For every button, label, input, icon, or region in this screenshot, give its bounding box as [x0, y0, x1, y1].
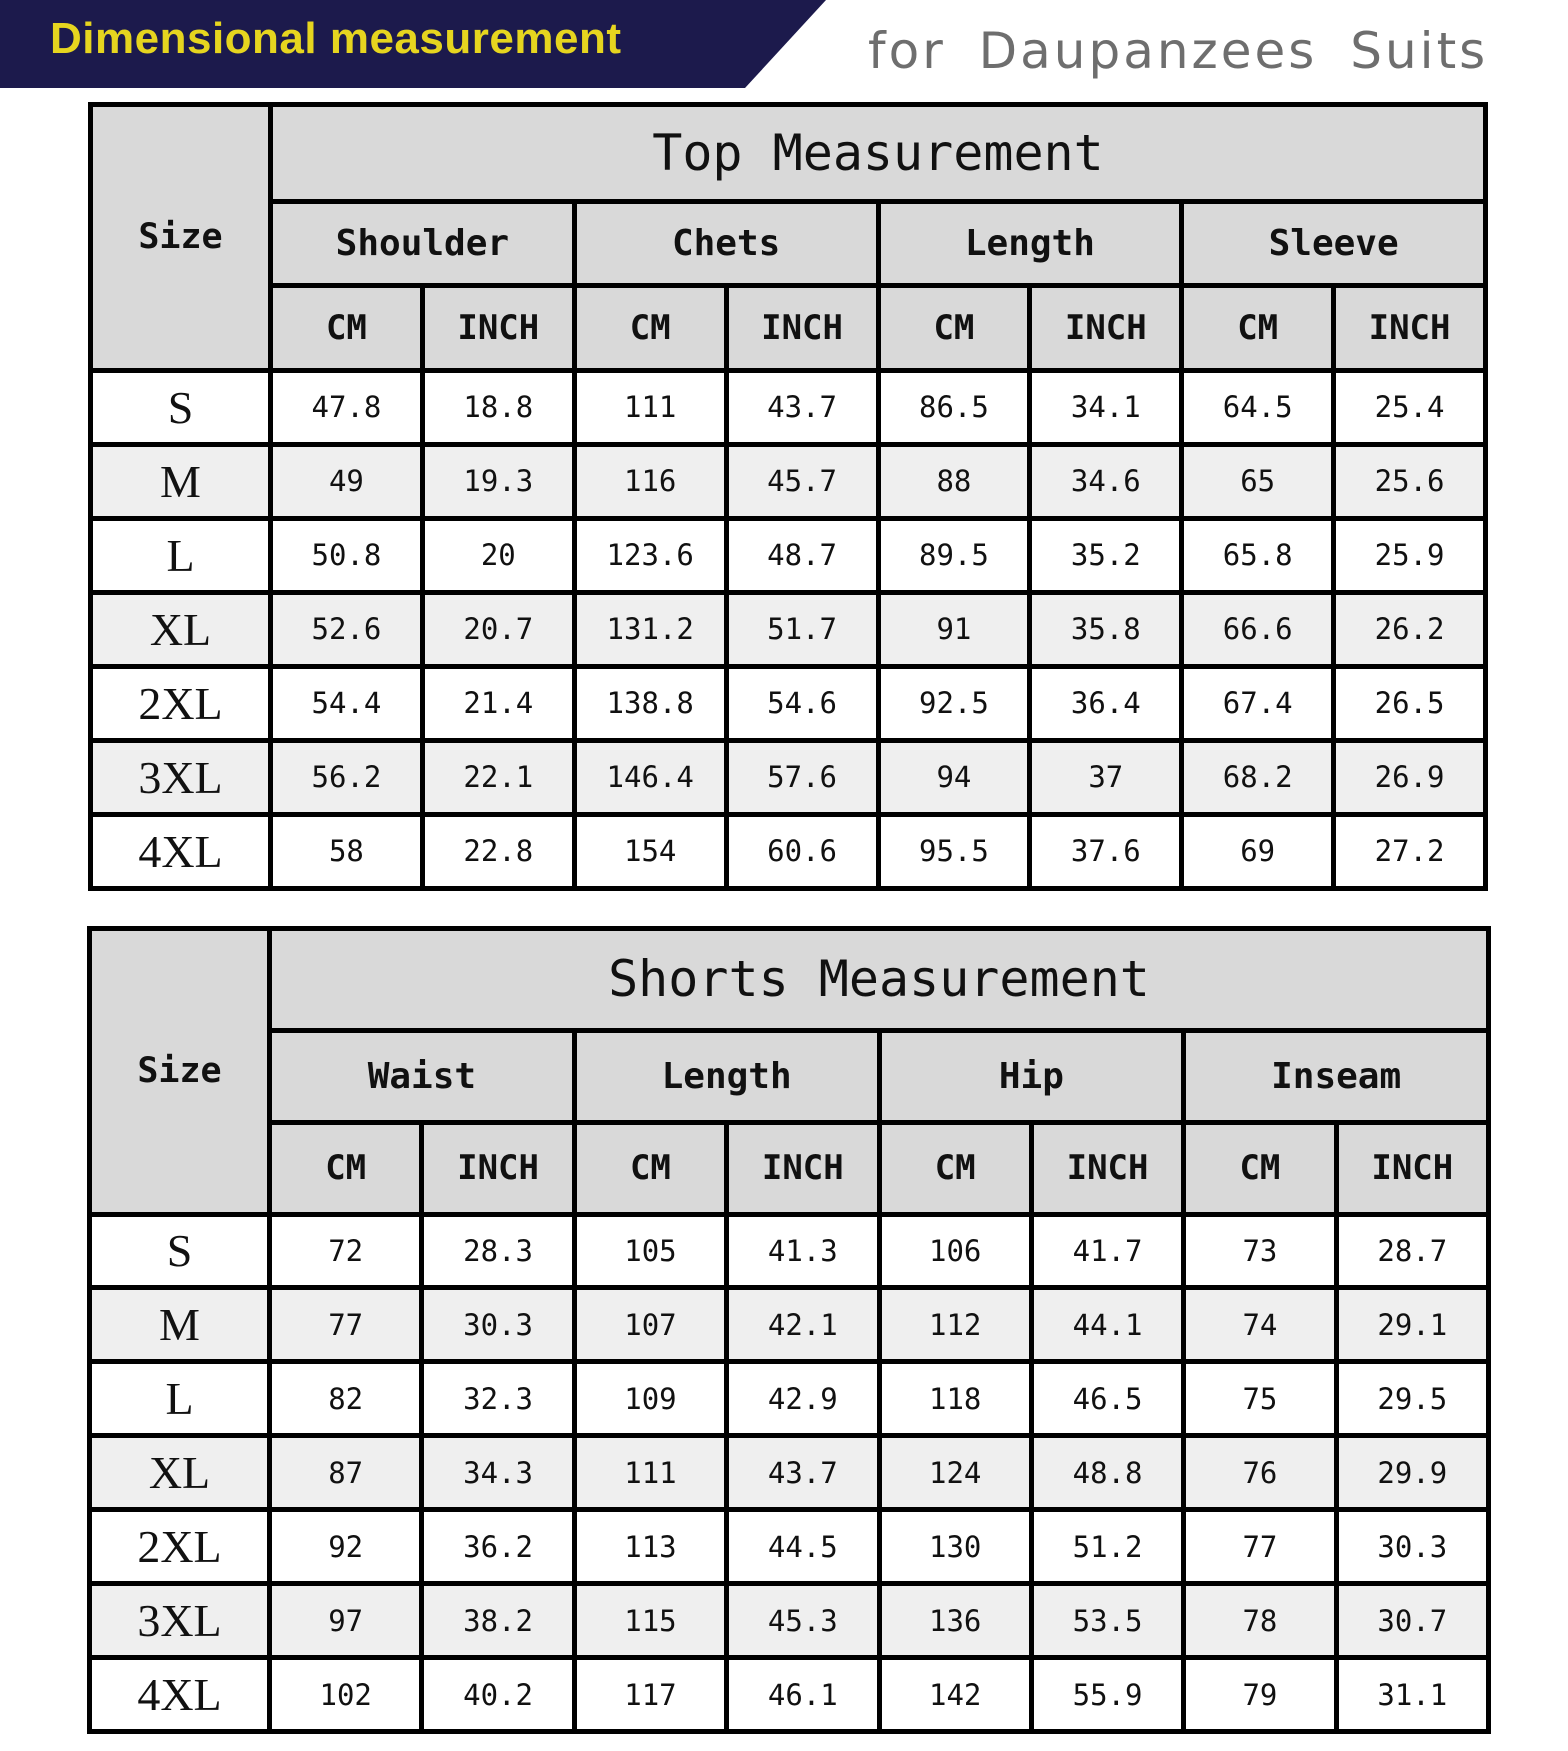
- measurement-cell: 46.5: [1031, 1362, 1183, 1436]
- measurement-cell: 25.6: [1334, 444, 1486, 518]
- measurement-cell: 111: [574, 370, 726, 444]
- measurement-cell: 41.7: [1031, 1214, 1183, 1288]
- measurement-cell: 54.6: [726, 666, 878, 740]
- measurement-cell: 34.3: [422, 1436, 574, 1510]
- table-row: [91, 814, 1486, 888]
- table-row: [91, 370, 1486, 444]
- unit-header: CM: [270, 1122, 422, 1214]
- table-row: [90, 1584, 1489, 1658]
- measurement-cell: 30.3: [422, 1288, 574, 1362]
- measurement-cell: 82: [270, 1362, 422, 1436]
- measurement-cell: 60.6: [726, 814, 878, 888]
- measurement-cell: 53.5: [1031, 1584, 1183, 1658]
- top-measurement-table: [88, 102, 1488, 891]
- measurement-cell: 18.8: [422, 370, 574, 444]
- unit-header: INCH: [726, 286, 878, 370]
- measurement-cell: 43.7: [727, 1436, 879, 1510]
- table-row: [90, 1436, 1489, 1510]
- measurement-cell: 51.2: [1031, 1510, 1183, 1584]
- measurement-cell: 64.5: [1182, 370, 1334, 444]
- measurement-cell: 48.8: [1031, 1436, 1183, 1510]
- measurement-cell: 146.4: [574, 740, 726, 814]
- page-subtitle: for Daupanzees Suits: [868, 22, 1489, 80]
- size-label: 4XL: [91, 814, 271, 888]
- size-label: M: [91, 444, 271, 518]
- measurement-cell: 106: [879, 1214, 1031, 1288]
- measurement-cell: 58: [271, 814, 423, 888]
- measurement-cell: 73: [1184, 1214, 1336, 1288]
- measurement-cell: 91: [878, 592, 1030, 666]
- measurement-cell: 115: [574, 1584, 726, 1658]
- measurement-cell: 118: [879, 1362, 1031, 1436]
- measurement-cell: 142: [879, 1658, 1031, 1732]
- measurement-cell: 57.6: [726, 740, 878, 814]
- table-row: [91, 666, 1486, 740]
- measurement-cell: 22.1: [422, 740, 574, 814]
- table-title: Shorts Measurement: [270, 929, 1489, 1031]
- measurement-cell: 46.1: [727, 1658, 879, 1732]
- table-row: [91, 518, 1486, 592]
- measurement-cell: 55.9: [1031, 1658, 1183, 1732]
- measurement-cell: 19.3: [422, 444, 574, 518]
- measurement-cell: 77: [1184, 1510, 1336, 1584]
- group-header: Length: [574, 1030, 879, 1122]
- measurement-cell: 68.2: [1182, 740, 1334, 814]
- measurement-cell: 76: [1184, 1436, 1336, 1510]
- measurement-cell: 154: [574, 814, 726, 888]
- size-label: L: [91, 518, 271, 592]
- measurement-cell: 36.2: [422, 1510, 574, 1584]
- measurement-cell: 117: [574, 1658, 726, 1732]
- measurement-cell: 105: [574, 1214, 726, 1288]
- measurement-cell: 51.7: [726, 592, 878, 666]
- measurement-cell: 131.2: [574, 592, 726, 666]
- unit-header: INCH: [1031, 1122, 1183, 1214]
- measurement-cell: 26.5: [1334, 666, 1486, 740]
- measurement-cell: 26.2: [1334, 592, 1486, 666]
- measurement-cell: 29.9: [1336, 1436, 1488, 1510]
- measurement-cell: 35.2: [1030, 518, 1182, 592]
- measurement-cell: 97: [270, 1584, 422, 1658]
- measurement-cell: 87: [270, 1436, 422, 1510]
- measurement-cell: 37.6: [1030, 814, 1182, 888]
- measurement-cell: 95.5: [878, 814, 1030, 888]
- measurement-cell: 65: [1182, 444, 1334, 518]
- measurement-cell: 94: [878, 740, 1030, 814]
- unit-header: INCH: [422, 1122, 574, 1214]
- measurement-cell: 28.7: [1336, 1214, 1488, 1288]
- measurement-cell: 74: [1184, 1288, 1336, 1362]
- measurement-cell: 116: [574, 444, 726, 518]
- table-title: Top Measurement: [271, 105, 1486, 202]
- measurement-cell: 20: [422, 518, 574, 592]
- measurement-cell: 52.6: [271, 592, 423, 666]
- measurement-cell: 45.3: [727, 1584, 879, 1658]
- size-label: 2XL: [90, 1510, 270, 1584]
- unit-header: INCH: [1334, 286, 1486, 370]
- size-label: S: [90, 1214, 270, 1288]
- measurement-cell: 79: [1184, 1658, 1336, 1732]
- measurement-cell: 56.2: [271, 740, 423, 814]
- size-label: 2XL: [91, 666, 271, 740]
- size-label: XL: [90, 1436, 270, 1510]
- measurement-cell: 50.8: [271, 518, 423, 592]
- page-title: Dimensional measurement: [50, 14, 622, 63]
- measurement-cell: 92: [270, 1510, 422, 1584]
- measurement-cell: 109: [574, 1362, 726, 1436]
- measurement-cell: 77: [270, 1288, 422, 1362]
- measurement-cell: 29.1: [1336, 1288, 1488, 1362]
- measurement-cell: 29.5: [1336, 1362, 1488, 1436]
- measurement-cell: 30.3: [1336, 1510, 1488, 1584]
- measurement-cell: 92.5: [878, 666, 1030, 740]
- measurement-cell: 30.7: [1336, 1584, 1488, 1658]
- measurement-cell: 47.8: [271, 370, 423, 444]
- table-row: [90, 1288, 1489, 1362]
- size-label: S: [91, 370, 271, 444]
- measurement-cell: 112: [879, 1288, 1031, 1362]
- measurement-cell: 25.9: [1334, 518, 1486, 592]
- measurement-cell: 41.3: [727, 1214, 879, 1288]
- group-header: Waist: [270, 1030, 575, 1122]
- measurement-cell: 20.7: [422, 592, 574, 666]
- size-label: 3XL: [91, 740, 271, 814]
- measurement-cell: 34.6: [1030, 444, 1182, 518]
- group-header: Length: [878, 202, 1182, 286]
- unit-header: CM: [574, 1122, 726, 1214]
- unit-header: CM: [878, 286, 1030, 370]
- table-row: [91, 444, 1486, 518]
- measurement-cell: 31.1: [1336, 1658, 1488, 1732]
- measurement-cell: 32.3: [422, 1362, 574, 1436]
- measurement-cell: 138.8: [574, 666, 726, 740]
- table-row: [91, 592, 1486, 666]
- unit-header: INCH: [1336, 1122, 1488, 1214]
- measurement-cell: 111: [574, 1436, 726, 1510]
- size-label: XL: [91, 592, 271, 666]
- size-label: L: [90, 1362, 270, 1436]
- unit-header: CM: [574, 286, 726, 370]
- measurement-cell: 44.5: [727, 1510, 879, 1584]
- measurement-cell: 136: [879, 1584, 1031, 1658]
- measurement-cell: 25.4: [1334, 370, 1486, 444]
- group-header: Shoulder: [271, 202, 575, 286]
- measurement-cell: 45.7: [726, 444, 878, 518]
- measurement-cell: 69: [1182, 814, 1334, 888]
- measurement-cell: 40.2: [422, 1658, 574, 1732]
- measurement-cell: 22.8: [422, 814, 574, 888]
- measurement-cell: 54.4: [271, 666, 423, 740]
- measurement-cell: 107: [574, 1288, 726, 1362]
- measurement-cell: 44.1: [1031, 1288, 1183, 1362]
- size-label: 4XL: [90, 1658, 270, 1732]
- size-column-header: Size: [90, 929, 270, 1215]
- measurement-cell: 38.2: [422, 1584, 574, 1658]
- size-column-header: Size: [91, 105, 271, 371]
- measurement-cell: 67.4: [1182, 666, 1334, 740]
- measurement-cell: 27.2: [1334, 814, 1486, 888]
- measurement-cell: 89.5: [878, 518, 1030, 592]
- table-row: [90, 1214, 1489, 1288]
- measurement-cell: 66.6: [1182, 592, 1334, 666]
- measurement-cell: 130: [879, 1510, 1031, 1584]
- table-row: [90, 1510, 1489, 1584]
- measurement-cell: 43.7: [726, 370, 878, 444]
- unit-header: CM: [1182, 286, 1334, 370]
- unit-header: CM: [271, 286, 423, 370]
- measurement-cell: 75: [1184, 1362, 1336, 1436]
- group-header: Inseam: [1184, 1030, 1489, 1122]
- unit-header: CM: [879, 1122, 1031, 1214]
- measurement-cell: 86.5: [878, 370, 1030, 444]
- group-header: Sleeve: [1182, 202, 1486, 286]
- measurement-cell: 42.1: [727, 1288, 879, 1362]
- measurement-cell: 37: [1030, 740, 1182, 814]
- unit-header: INCH: [1030, 286, 1182, 370]
- measurement-cell: 78: [1184, 1584, 1336, 1658]
- measurement-cell: 26.9: [1334, 740, 1486, 814]
- size-label: M: [90, 1288, 270, 1362]
- measurement-cell: 102: [270, 1658, 422, 1732]
- measurement-cell: 72: [270, 1214, 422, 1288]
- measurement-cell: 48.7: [726, 518, 878, 592]
- table-row: [90, 1362, 1489, 1436]
- unit-header: INCH: [727, 1122, 879, 1214]
- table-row: [90, 1658, 1489, 1732]
- measurement-cell: 21.4: [422, 666, 574, 740]
- measurement-cell: 49: [271, 444, 423, 518]
- table-row: [91, 740, 1486, 814]
- measurement-cell: 34.1: [1030, 370, 1182, 444]
- measurement-cell: 113: [574, 1510, 726, 1584]
- shorts-measurement-table: [87, 926, 1491, 1734]
- group-header: Chets: [574, 202, 878, 286]
- group-header: Hip: [879, 1030, 1184, 1122]
- measurement-cell: 36.4: [1030, 666, 1182, 740]
- measurement-cell: 88: [878, 444, 1030, 518]
- measurement-cell: 35.8: [1030, 592, 1182, 666]
- measurement-cell: 123.6: [574, 518, 726, 592]
- size-label: 3XL: [90, 1584, 270, 1658]
- measurement-cell: 124: [879, 1436, 1031, 1510]
- measurement-cell: 65.8: [1182, 518, 1334, 592]
- measurement-cell: 42.9: [727, 1362, 879, 1436]
- measurement-cell: 28.3: [422, 1214, 574, 1288]
- unit-header: CM: [1184, 1122, 1336, 1214]
- unit-header: INCH: [422, 286, 574, 370]
